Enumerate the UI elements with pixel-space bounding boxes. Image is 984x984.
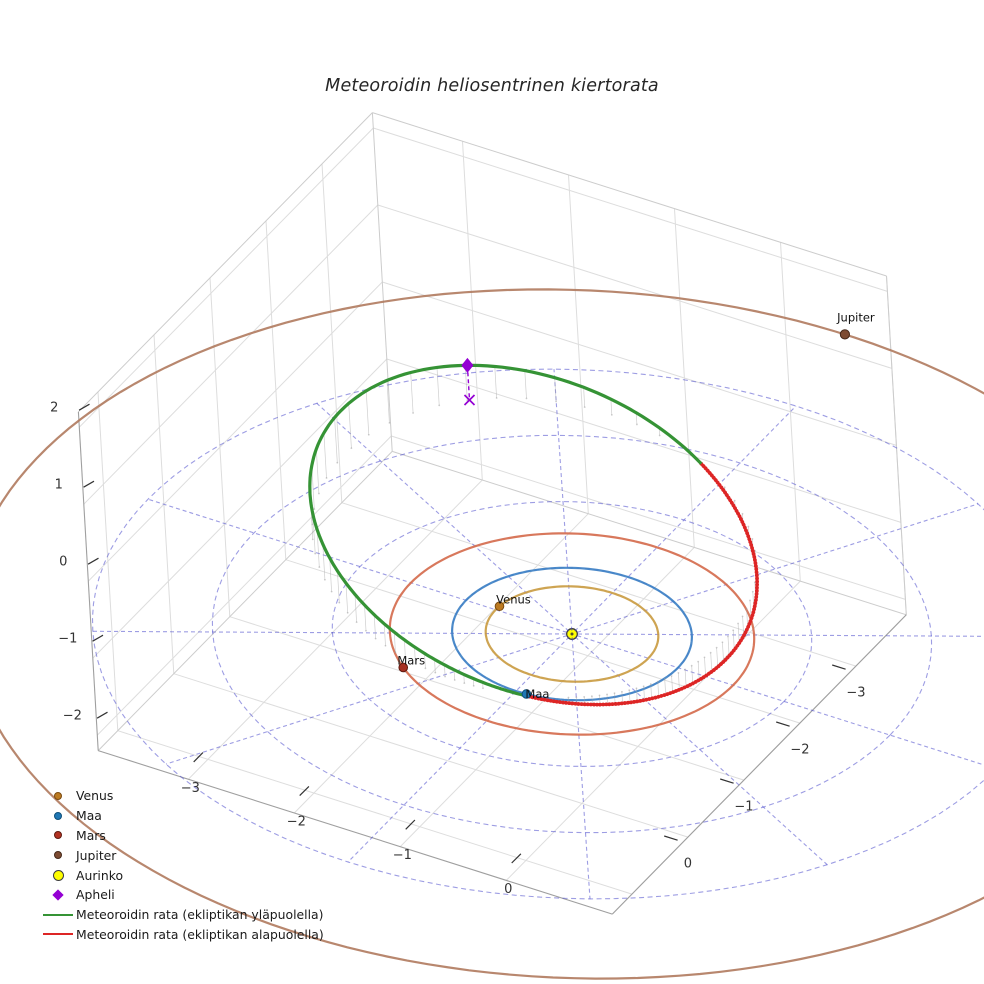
stem-line	[717, 648, 718, 667]
stem-line	[324, 433, 327, 478]
stem-foot-dot	[671, 675, 673, 677]
stem-foot-dot	[356, 621, 358, 623]
wall-gridline	[88, 282, 382, 581]
legend-label: Jupiter	[76, 847, 117, 863]
tick-label: −1	[734, 799, 754, 815]
stem-foot-dot	[722, 641, 724, 643]
legend-label: Venus	[76, 788, 114, 804]
stem-foot-dot	[752, 538, 754, 540]
plot-title: Meteoroidin heliosentrinen kiertorata	[325, 76, 659, 96]
stem-foot-dot	[313, 508, 315, 510]
stem-foot-dot	[710, 652, 712, 654]
wall-gridline	[84, 205, 378, 504]
stem-foot-dot	[636, 687, 638, 689]
stem-foot-dot	[311, 524, 313, 526]
legend-label: Maa	[76, 808, 102, 824]
stem-line	[665, 679, 666, 695]
stem-line	[743, 616, 744, 635]
stem-foot-dot	[326, 477, 328, 479]
stem-foot-dot	[385, 645, 387, 647]
y-axis-edge	[612, 615, 906, 914]
ecliptic-grid-radial	[93, 631, 566, 634]
stem-foot-dot	[434, 672, 436, 674]
stem-foot-dot	[412, 412, 414, 414]
legend-item-venus	[40, 786, 324, 806]
meteoroid-orbit-below	[525, 464, 757, 705]
sun-icon	[53, 870, 64, 881]
stem-foot-dot	[336, 462, 338, 464]
planet-label-venus: Venus	[496, 592, 531, 607]
legend-label: Meteoroidin rata (ekliptikan yläpuolella)	[76, 907, 324, 923]
ecliptic-grid-radial	[578, 634, 984, 637]
legend-item-orbit-below	[40, 925, 324, 945]
tick-label: −1	[392, 848, 412, 864]
wall-gridline	[391, 436, 905, 599]
stem-foot-dot	[312, 538, 314, 540]
stem-foot-dot	[621, 691, 623, 693]
planet-label-jupiter: Jupiter	[837, 310, 875, 325]
ecliptic-grid-radial	[317, 403, 569, 631]
tick-label: −2	[790, 742, 810, 758]
stem-line	[733, 630, 734, 650]
tick-label: 0	[59, 554, 68, 570]
stem-foot-dot	[742, 513, 744, 515]
stem-foot-dot	[752, 591, 754, 593]
stem-line	[692, 666, 693, 684]
stem-line	[365, 605, 367, 631]
stem-foot-dot	[691, 665, 693, 667]
stem-foot-dot	[716, 647, 718, 649]
stem-line	[728, 637, 729, 657]
box-edge	[98, 451, 392, 750]
stem-foot-dot	[742, 615, 744, 617]
box-edge	[372, 113, 392, 452]
stem-foot-dot	[463, 682, 465, 684]
stem-foot-dot	[454, 679, 456, 681]
stem-line	[711, 653, 712, 672]
legend	[40, 786, 324, 944]
tick-label: −3	[846, 685, 866, 701]
stem-foot-dot	[365, 630, 367, 632]
stem-foot-dot	[583, 696, 585, 698]
y-tick	[720, 779, 733, 783]
planet-label-maa: Maa	[525, 686, 550, 701]
y-tick	[832, 665, 845, 669]
stem-foot-dot	[737, 623, 739, 625]
wall-gridline	[79, 128, 373, 427]
box-edge	[392, 451, 906, 614]
legend-item-orbit-above	[40, 905, 324, 925]
wall-gridline	[373, 128, 887, 291]
stem-foot-dot	[606, 693, 608, 695]
stem-line	[698, 662, 699, 680]
stem-line	[685, 669, 686, 686]
stem-foot-dot	[575, 696, 577, 698]
legend-item-mars	[40, 826, 324, 846]
wall-gridline	[378, 205, 892, 368]
stem-foot-dot	[724, 486, 726, 488]
stem-foot-dot	[747, 526, 749, 528]
stem-foot-dot	[375, 638, 377, 640]
legend-item-jupiter	[40, 845, 324, 865]
stem-foot-dot	[338, 602, 340, 604]
stem-foot-dot	[395, 651, 397, 653]
stem-foot-dot	[318, 566, 320, 568]
box-edge	[78, 113, 372, 412]
earth-dot-icon	[54, 812, 62, 820]
red-line-icon	[43, 933, 73, 935]
stem-foot-dot	[657, 681, 659, 683]
stem-foot-dot	[350, 447, 352, 449]
planet-dot-jupiter	[840, 330, 849, 339]
stem-foot-dot	[664, 678, 666, 680]
stem-foot-dot	[678, 672, 680, 674]
stem-foot-dot	[444, 676, 446, 678]
stem-line	[437, 367, 439, 405]
stem-foot-dot	[389, 422, 391, 424]
aphelion-diamond-icon	[52, 889, 63, 900]
ecliptic-grid-radial	[148, 499, 567, 632]
stem-line	[374, 615, 375, 639]
stem-line	[611, 399, 612, 415]
venus-dot-icon	[54, 792, 62, 800]
sun-center-dot	[571, 633, 574, 636]
stem-line	[678, 673, 679, 690]
stem-line	[349, 403, 352, 448]
stem-line	[705, 657, 706, 676]
stem-foot-dot	[684, 669, 686, 671]
stem-foot-dot	[734, 500, 736, 502]
stem-line	[658, 682, 659, 697]
stem-foot-dot	[599, 694, 601, 696]
stem-line	[384, 624, 385, 646]
stem-foot-dot	[482, 687, 484, 689]
floor-gridline	[342, 503, 856, 666]
stem-foot-dot	[628, 689, 630, 691]
z-tick	[84, 481, 94, 487]
z-tick	[88, 558, 98, 564]
z-tick	[93, 635, 103, 641]
stem-foot-dot	[438, 404, 440, 406]
stem-foot-dot	[496, 397, 498, 399]
stem-foot-dot	[473, 685, 475, 687]
stem-foot-dot	[611, 414, 613, 416]
tick-label: 0	[504, 881, 513, 897]
floor-gridline	[506, 581, 800, 880]
stem-foot-dot	[614, 692, 616, 694]
ecliptic-grid-radial	[166, 636, 567, 765]
stem-line	[366, 391, 369, 435]
tick-label: −1	[58, 631, 78, 647]
stem-line	[722, 642, 723, 661]
stem-foot-dot	[584, 406, 586, 408]
stem-line	[525, 371, 527, 399]
legend-label: Aurinko	[76, 867, 124, 883]
stem-line	[672, 676, 673, 692]
legend-item-aurinko	[40, 865, 324, 885]
z-axis-edge	[78, 412, 98, 751]
tick-label: 2	[50, 400, 59, 416]
stem-foot-dot	[331, 591, 333, 593]
stem-foot-dot	[555, 401, 557, 403]
mars-dot-icon	[54, 831, 62, 839]
tick-label: 1	[54, 477, 63, 493]
stem-foot-dot	[424, 667, 426, 669]
stem-line	[584, 387, 585, 407]
stem-foot-dot	[314, 553, 316, 555]
stem-foot-dot	[526, 398, 528, 400]
legend-label: Meteoroidin rata (ekliptikan alapuolella)	[76, 926, 324, 942]
ecliptic-grid-radial	[554, 369, 572, 631]
green-line-icon	[43, 914, 73, 916]
meteoroid-orbit-above	[310, 365, 702, 695]
wall-gridline	[382, 282, 896, 445]
ecliptic-grid-radial	[577, 504, 978, 633]
box-edge	[372, 113, 886, 276]
stem-foot-dot	[368, 434, 370, 436]
stem-foot-dot	[324, 579, 326, 581]
stem-foot-dot	[746, 608, 748, 610]
tick-label: −2	[286, 814, 306, 830]
legend-item-maa	[40, 806, 324, 826]
stem-foot-dot	[697, 661, 699, 663]
wall-gridline	[93, 359, 387, 658]
stem-foot-dot	[591, 695, 593, 697]
y-tick	[664, 836, 677, 840]
stem-foot-dot	[727, 636, 729, 638]
stem-foot-dot	[732, 629, 734, 631]
stem-foot-dot	[704, 656, 706, 658]
stem-line	[411, 373, 413, 414]
stem-foot-dot	[568, 697, 570, 699]
legend-label: Apheli	[76, 887, 115, 903]
stem-foot-dot	[318, 493, 320, 495]
z-tick	[97, 712, 107, 718]
aphelion-diamond-marker	[461, 358, 473, 373]
stem-foot-dot	[749, 600, 751, 602]
stem-line	[629, 690, 630, 702]
stem-foot-dot	[347, 612, 349, 614]
stem-foot-dot	[650, 683, 652, 685]
stem-foot-dot	[643, 685, 645, 687]
legend-label: Mars	[76, 827, 106, 843]
tick-label: 0	[683, 856, 693, 872]
floor-gridline	[188, 480, 482, 779]
meteoroid-orbit-below-beads	[525, 464, 757, 705]
jupiter-dot-icon	[54, 851, 62, 859]
tick-label: −3	[180, 780, 200, 796]
stem-foot-dot	[659, 435, 661, 437]
box-edge	[887, 276, 907, 615]
legend-item-apheli	[40, 885, 324, 905]
ecliptic-grid-radial	[572, 637, 590, 899]
tick-label: −2	[62, 708, 82, 724]
planet-label-mars: Mars	[397, 653, 426, 668]
stem-foot-dot	[636, 424, 638, 426]
y-tick	[776, 722, 789, 726]
wall-gridline	[387, 359, 901, 522]
